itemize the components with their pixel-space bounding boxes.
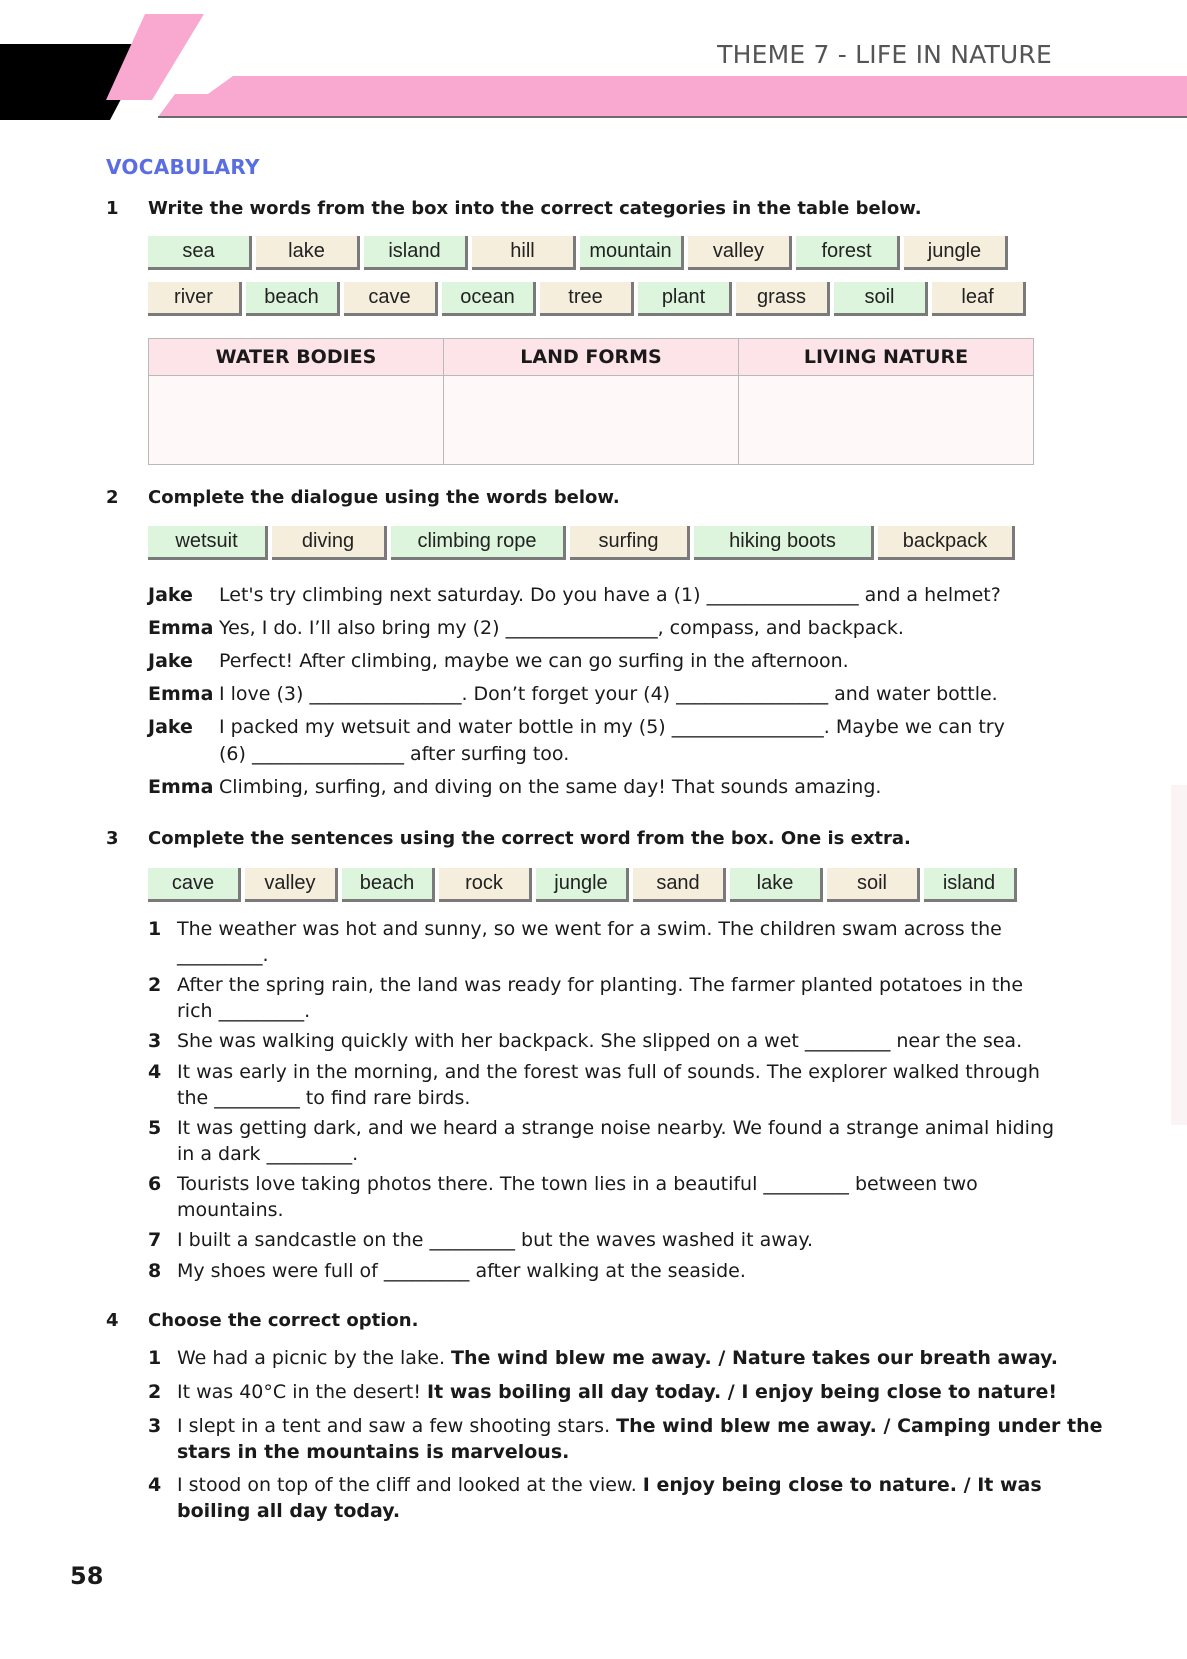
word-chip: jungle xyxy=(904,236,1008,270)
item-number: 7 xyxy=(148,1229,162,1251)
word-chip: sand xyxy=(633,868,726,902)
item-number: 6 xyxy=(148,1173,162,1195)
item-number: 4 xyxy=(148,1061,162,1083)
page-number: 58 xyxy=(70,1562,104,1590)
word-chip: soil xyxy=(834,282,928,316)
option-choices[interactable]: The wind blew me away. / Camping under the xyxy=(616,1415,1103,1437)
table-header-living-nature: LIVING NATURE xyxy=(739,339,1034,376)
option-prompt: We had a picnic by the lake. xyxy=(177,1347,452,1369)
speaker-name: Jake xyxy=(148,650,193,672)
sentence-line: My shoes were full of _________ after walking at the seaside. xyxy=(177,1260,746,1282)
sentence-line: in a dark _________. xyxy=(177,1143,359,1165)
word-chip: climbing rope xyxy=(391,526,566,560)
word-chip: cave xyxy=(148,868,241,902)
dialogue-line: Let's try climbing next saturday. Do you have a (1) ________________ and a helmet? xyxy=(219,584,1001,606)
speaker-name: Emma xyxy=(148,776,214,798)
category-table xyxy=(148,338,1034,465)
exercise-4-number: 4 xyxy=(106,1310,119,1331)
speaker-name: Emma xyxy=(148,617,214,639)
option-prompt: It was 40°C in the desert! xyxy=(177,1381,428,1403)
option-choices[interactable]: It was boiling all day today. / I enjoy being close to nature! xyxy=(427,1381,1058,1403)
word-chip: plant xyxy=(638,282,732,316)
sentence-line: Tourists love taking photos there. The town lies in a beautiful _________ between two xyxy=(177,1173,978,1195)
option-prompt: I stood on top of the cliff and looked at the view. xyxy=(177,1474,643,1496)
exercise-2-number: 2 xyxy=(106,487,119,508)
sentence-line: I built a sandcastle on the _________ but the waves washed it away. xyxy=(177,1229,813,1251)
word-chip: forest xyxy=(796,236,900,270)
word-chip: mountain xyxy=(580,236,684,270)
word-chip: lake xyxy=(256,236,360,270)
word-chip: grass xyxy=(736,282,830,316)
option-choices-continued[interactable]: boiling all day today. xyxy=(177,1500,401,1522)
word-chip: rock xyxy=(439,868,532,902)
item-number: 1 xyxy=(148,918,162,940)
sentence-line: rich _________. xyxy=(177,1000,311,1022)
dialogue-line: Yes, I do. I’ll also bring my (2) ________________, compass, and backpack. xyxy=(219,617,904,639)
option-line xyxy=(177,1415,1103,1437)
word-chip: leaf xyxy=(932,282,1026,316)
word-chip: beach xyxy=(246,282,340,316)
theme-title: THEME 7 - LIFE IN NATURE xyxy=(717,40,1052,69)
option-choices-continued[interactable]: stars in the mountains is marvelous. xyxy=(177,1441,570,1463)
option-line xyxy=(177,1381,1057,1403)
word-chip: hill xyxy=(472,236,576,270)
word-chip: island xyxy=(924,868,1017,902)
word-chip: lake xyxy=(730,868,823,902)
word-chip: sea xyxy=(148,236,252,270)
word-chip: tree xyxy=(540,282,634,316)
item-number: 2 xyxy=(148,974,162,996)
sentence-line: After the spring rain, the land was ready for planting. The farmer planted potatoes in the xyxy=(177,974,1024,996)
sentence-line: It was getting dark, and we heard a strange noise nearby. We found a strange animal hiding xyxy=(177,1117,1055,1139)
item-number: 3 xyxy=(148,1415,162,1437)
word-chip: jungle xyxy=(536,868,629,902)
speaker-name: Emma xyxy=(148,683,214,705)
side-tab-decoration xyxy=(1171,785,1187,1125)
sentence-line: the _________ to find rare birds. xyxy=(177,1087,471,1109)
word-chip: diving xyxy=(272,526,387,560)
word-chip: river xyxy=(148,282,242,316)
item-number: 4 xyxy=(148,1474,162,1496)
word-chip: beach xyxy=(342,868,435,902)
word-box-ex3 xyxy=(148,868,1017,902)
exercise-2-instruction: Complete the dialogue using the words below. xyxy=(148,487,620,508)
dialogue-line-continued: (6) ________________ after surfing too. xyxy=(219,743,570,765)
word-chip: valley xyxy=(688,236,792,270)
item-number: 3 xyxy=(148,1030,162,1052)
exercise-4-instruction: Choose the correct option. xyxy=(148,1310,419,1331)
word-chip: backpack xyxy=(878,526,1015,560)
dialogue-line: Perfect! After climbing, maybe we can go surfing in the afternoon. xyxy=(219,650,849,672)
option-line-continued xyxy=(177,1500,400,1522)
word-chip: island xyxy=(364,236,468,270)
word-chip: surfing xyxy=(570,526,690,560)
word-chip: soil xyxy=(827,868,920,902)
table-answer-cell[interactable] xyxy=(739,376,1034,465)
word-chip: cave xyxy=(344,282,438,316)
exercise-1-instruction: Write the words from the box into the correct categories in the table below. xyxy=(148,198,922,219)
table-header-land-forms: LAND FORMS xyxy=(444,339,739,376)
section-label: VOCABULARY xyxy=(106,155,260,179)
item-number: 2 xyxy=(148,1381,162,1403)
option-line xyxy=(177,1347,1058,1369)
sentence-line: mountains. xyxy=(177,1199,284,1221)
table-header-water-bodies: WATER BODIES xyxy=(149,339,444,376)
dialogue-line: I packed my wetsuit and water bottle in my (5) ________________. Maybe we can try xyxy=(219,716,1005,738)
exercise-3-number: 3 xyxy=(106,828,119,849)
word-chip: valley xyxy=(245,868,338,902)
word-box-ex2 xyxy=(148,526,1015,560)
exercise-1-number: 1 xyxy=(106,198,119,219)
speaker-name: Jake xyxy=(148,584,193,606)
dialogue-line: I love (3) ________________. Don’t forget your (4) ________________ and water bottle. xyxy=(219,683,998,705)
option-choices[interactable]: The wind blew me away. / Nature takes our breath away. xyxy=(451,1347,1058,1369)
word-chip: ocean xyxy=(442,282,536,316)
sentence-line: The weather was hot and sunny, so we went for a swim. The children swam across the xyxy=(177,918,1002,940)
option-line-continued xyxy=(177,1441,569,1463)
sentence-line: _________. xyxy=(177,944,269,966)
option-line xyxy=(177,1474,1042,1496)
option-prompt: I slept in a tent and saw a few shooting stars. xyxy=(177,1415,617,1437)
item-number: 1 xyxy=(148,1347,162,1369)
table-answer-cell[interactable] xyxy=(149,376,444,465)
word-box-row-2 xyxy=(148,282,1026,316)
sentence-line: She was walking quickly with her backpack. She slipped on a wet _________ near the sea. xyxy=(177,1030,1023,1052)
word-chip: hiking boots xyxy=(694,526,874,560)
exercise-3-instruction: Complete the sentences using the correct word from the box. One is extra. xyxy=(148,828,911,849)
table-answer-cell[interactable] xyxy=(444,376,739,465)
word-box-row-1 xyxy=(148,236,1008,270)
sentence-line: It was early in the morning, and the forest was full of sounds. The explorer walked through xyxy=(177,1061,1040,1083)
dialogue-line: Climbing, surfing, and diving on the same day! That sounds amazing. xyxy=(219,776,882,798)
item-number: 8 xyxy=(148,1260,162,1282)
speaker-name: Jake xyxy=(148,716,193,738)
option-choices[interactable]: I enjoy being close to nature. / It was xyxy=(642,1474,1042,1496)
item-number: 5 xyxy=(148,1117,162,1139)
word-chip: wetsuit xyxy=(148,526,268,560)
